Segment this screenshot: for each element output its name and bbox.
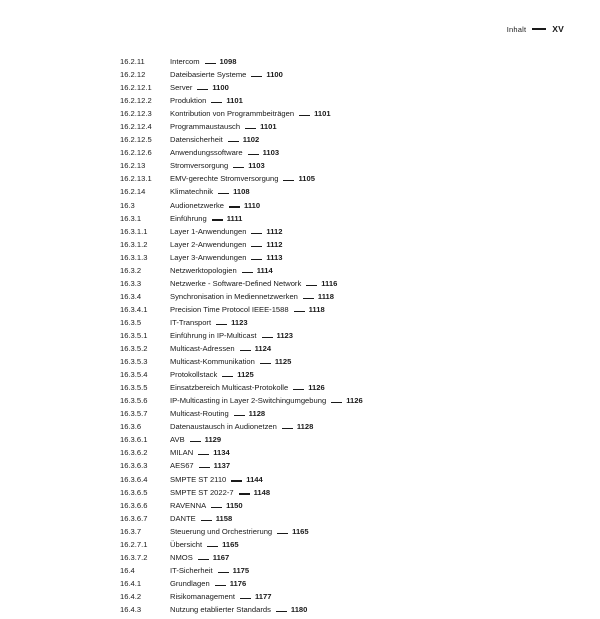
toc-entry-page-number: 1148 [253,487,271,497]
toc-entry-rule-icon [218,572,229,573]
toc-entry-rule-icon [228,141,239,142]
toc-entry-title: DANTE [170,513,196,523]
toc-entry-title: Produktion [170,96,207,106]
toc-entry-title: Multicast-Adressen [170,344,235,354]
toc-entry-number: 16.3.5.3 [120,357,148,367]
toc-entry-number: 16.3.6.7 [120,513,148,523]
toc-entry[interactable] [120,306,570,319]
toc-entry-number: 16.4.1 [120,578,142,588]
toc-entry-title: SMPTE ST 2022-7 [170,487,234,497]
toc-entry-title: Multicast-Kommunikation [170,357,255,367]
toc-entry-title: Risikomanagement [170,591,235,601]
toc-entry-page-number: 1108 [233,187,250,197]
toc-entry-title: MILAN [170,448,194,458]
toc-entry-title: IP-Multicasting in Layer 2-Switchingumgebung [170,396,327,406]
toc-entry-page-number: 1126 [346,396,363,406]
toc-entry-rule-icon [198,559,209,560]
toc-entry-title: Netzwerktopologien [170,265,237,275]
toc-entry-number: 16.4.3 [120,604,142,614]
toc-entry[interactable] [120,423,570,436]
toc-entry-title: Layer 3-Anwendungen [170,252,247,262]
toc-entry-page-number: 1111 [226,213,243,223]
toc-entry-page-number: 1129 [204,435,222,445]
toc-entry-rule-icon [222,376,233,377]
toc-entry-rule-icon [299,115,310,116]
toc-entry-page-number: 1100 [212,83,229,93]
toc-entry-page-number: 1165 [222,539,239,549]
toc-entry-page-number: 1102 [242,135,260,145]
toc-entry-number: 16.2.11 [120,57,145,66]
toc-entry-page-number: 1128 [296,422,314,432]
toc-entry-page-number: 1101 [314,109,331,119]
toc-entry-number: 16.3.2 [120,265,142,275]
toc-entry-title: IT-Transport [170,317,212,327]
toc-entry-rule-icon [283,180,294,181]
toc-entry-rule-icon [190,441,201,442]
toc-entry-page-number: 1137 [213,461,231,471]
toc-entry-rule-icon [211,102,222,103]
toc-entry-number: 16.2.13.1 [120,174,152,184]
toc-entry-page-number: 1118 [308,304,325,314]
toc-entry-number: 16.3.7.2 [120,552,148,562]
toc-entry-rule-icon [245,128,256,129]
toc-entry-title: Stromversorgung [170,161,229,171]
toc-entry[interactable] [120,254,570,267]
toc-entry-number: 16.2.7.1 [120,539,148,549]
toc-entry-rule-icon [293,389,304,390]
toc-entry-number: 16.3.6.2 [120,448,148,458]
toc-entry-page-number: 1158 [215,513,233,523]
toc-entry-rule-icon [199,467,210,468]
toc-entry-title: Einführung in IP-Multicast [170,330,257,340]
toc-entry-rule-icon [294,311,305,312]
toc-entry-rule-icon [251,246,262,247]
toc-entry-rule-icon [234,415,245,416]
toc-entry[interactable] [120,567,570,580]
toc-entry-title: Anwendungssoftware [170,148,243,158]
toc-entry-number: 16.4.2 [120,591,142,601]
running-head-page-number: XV [552,24,564,34]
toc-entry-number: 16.3 [120,200,135,210]
toc-entry[interactable] [120,593,570,606]
toc-entry-rule-icon [260,363,271,364]
toc-entry-rule-icon [218,193,229,194]
toc-entry-rule-icon [207,546,218,547]
toc-entry-title: Server [170,83,193,93]
toc-entry[interactable] [120,462,570,475]
toc-entry-number: 16.2.12 [120,70,146,80]
toc-entry-number: 16.3.3 [120,278,142,288]
toc-entry-page-number: 1103 [262,148,280,158]
toc-entry-rule-icon [306,285,317,286]
toc-entry-page-number: 1112 [266,239,283,249]
toc-entry-title: Layer 2-Anwendungen [170,239,247,249]
toc-entry-rule-icon [262,337,273,338]
toc-entry-number: 16.3.5 [120,317,142,327]
toc-entry-page-number: 1175 [232,565,250,575]
toc-entry[interactable] [120,502,570,515]
toc-entry-number: 16.3.5.4 [120,370,148,380]
toc-entry[interactable] [120,580,570,593]
toc-entry[interactable] [120,280,570,293]
toc-entry-rule-icon [282,428,293,429]
toc-entry-rule-icon [277,533,288,534]
toc-entry[interactable] [120,215,570,228]
toc-entry-number: 16.3.1 [120,213,142,223]
toc-entry-title: Übersicht [170,539,203,549]
toc-entry-number: 16.2.14 [120,187,146,197]
toc-entry-page-number: 1123 [231,317,248,327]
toc-entry[interactable] [120,528,570,541]
toc-entry-number: 16.2.12.3 [120,109,152,119]
toc-entry-page-number: 1125 [237,370,254,380]
toc-entry-title: EMV-gerechte Stromversorgung [170,174,279,184]
toc-entry-rule-icon [215,585,226,586]
toc-entry-number: 16.3.1.1 [120,226,148,236]
toc-entry-page-number: 1101 [260,122,277,132]
toc-entry-page-number: 1118 [317,291,334,301]
toc-entry-number: 16.3.6.5 [120,487,148,497]
toc-entry-rule-icon [201,520,212,521]
toc-entry-page-number: 1150 [226,500,243,510]
running-head-label: Inhalt [506,24,527,34]
toc-entry-number: 16.3.5.5 [120,383,148,393]
toc-entry-title: Precision Time Protocol IEEE-1588 [170,304,289,314]
toc-entry-number: 16.2.12.4 [120,122,152,132]
toc-entry-number: 16.2.12.5 [120,135,152,145]
toc-entry-title: Einführung [170,213,207,223]
toc-entry-title: Steuerung und Orchestrierung [170,526,273,536]
toc-entry-rule-icon [216,324,227,325]
toc-entry[interactable] [120,606,570,619]
toc-entry-number: 16.3.6.4 [120,474,148,484]
toc-entry-title: NMOS [170,552,193,562]
toc-entry[interactable] [120,293,570,306]
toc-entry-page-number: 1126 [308,383,325,393]
toc-entry-rule-icon [251,233,262,234]
toc-entry-rule-icon [242,272,253,273]
toc-entry-page-number: 1125 [274,357,292,367]
toc-entry-rule-icon [205,63,216,64]
toc-entry-page-number: 1124 [254,344,272,354]
toc-entry-title: IT-Sicherheit [170,565,213,575]
toc-entry-rule-icon [197,89,208,90]
toc-entry-title: Kontribution von Programmbeiträgen [170,109,295,119]
toc-entry-rule-icon [251,76,262,77]
toc-entry-number: 16.4 [120,565,135,575]
toc-entry-title: Intercom [170,57,200,66]
toc-entry-title: Layer 1-Anwendungen [170,226,247,236]
toc-entry-number: 16.3.6.6 [120,500,148,510]
toc-entry-page-number: 1101 [226,96,243,106]
toc-entry-page-number: 1128 [248,409,266,419]
toc-entry-rule-icon [239,493,250,494]
toc-entry-number: 16.3.1.2 [120,239,148,249]
toc-entry-page-number: 1112 [266,226,283,236]
toc-entry-page-number: 1113 [266,252,283,262]
toc-entry-rule-icon [231,480,242,481]
toc-entry-number: 16.3.5.1 [120,330,148,340]
running-head [507,24,564,34]
toc-entry-number: 16.2.13 [120,161,146,171]
toc-entry-page-number: 1100 [266,70,283,80]
toc-entry-title: Netzwerke - Software-Defined Network [170,278,302,288]
toc-entry-number: 16.3.6.1 [120,435,148,445]
toc-entry-page-number: 1105 [298,174,315,184]
toc-entry-title: Datenaustausch in Audionetzen [170,422,277,432]
toc-entry-rule-icon [240,598,251,599]
toc-entry[interactable] [120,541,570,554]
toc-entry-page-number: 1123 [276,330,294,340]
toc-entry-page-number: 1167 [212,552,230,562]
toc-entry-rule-icon [276,611,287,612]
toc-entry[interactable] [120,228,570,241]
toc-entry-number: 16.3.1.3 [120,252,148,262]
toc-entry-number: 16.3.6 [120,422,142,432]
toc-entry-rule-icon [233,167,244,168]
toc-entry-title: Audionetzwerke [170,200,225,210]
toc-entry-page-number: 1116 [321,278,338,288]
toc-entry-number: 16.3.6.3 [120,461,148,471]
toc-entry-rule-icon [212,219,223,220]
toc-entry-page-number: 1134 [213,448,230,458]
toc-entry-rule-icon [240,350,251,351]
toc-entry-number: 16.2.12.6 [120,148,152,158]
toc-entry-title: Synchronisation in Mediennetzwerken [170,291,298,301]
toc-entry-title: Einsatzbereich Multicast-Protokolle [170,383,289,393]
toc-entry-number: 16.3.4.1 [120,304,148,314]
toc-entry-number: 16.3.5.2 [120,344,148,354]
toc-entry-number: 16.3.7 [120,526,142,536]
toc-entry[interactable] [120,489,570,502]
toc-entry[interactable] [120,515,570,528]
toc-entry-title: SMPTE ST 2110 [170,474,227,484]
toc-entry-page-number: 1177 [255,591,272,601]
toc-entry-rule-icon [251,259,262,260]
toc-entry-number: 16.3.4 [120,291,142,301]
running-head-rule-icon [532,28,546,29]
toc-entry-title: Grundlagen [170,578,210,588]
toc-entry[interactable] [120,476,570,489]
toc-entry-number: 16.2.12.1 [120,83,152,93]
toc-entry[interactable] [120,241,570,254]
toc-entry-title: Protokollstack [170,370,218,380]
toc-entry-title: RAVENNA [170,500,207,510]
toc-entry-number: 16.3.5.6 [120,396,148,406]
toc-entry-page-number: 1098 [219,57,237,66]
toc-entry-page-number: 1165 [292,526,309,536]
toc-entry[interactable] [120,188,570,201]
toc-entry-title: Klimatechnik [170,187,214,197]
toc-entry[interactable] [120,202,570,215]
toc-entry-page-number: 1180 [290,604,308,614]
toc-entry-number: 16.3.5.7 [120,409,148,419]
toc-entry-title: Programmaustausch [170,122,241,132]
toc-entry-title: AES67 [170,461,194,471]
table-of-contents [120,58,570,619]
toc-entry-title: AVB [170,435,185,445]
toc-entry[interactable] [120,554,570,567]
toc-entry-page-number: 1176 [229,578,247,588]
toc-entry-rule-icon [211,507,222,508]
toc-entry-title: Datensicherheit [170,135,223,145]
toc-entry-page-number: 1103 [248,161,265,171]
toc-entry-title: Multicast-Routing [170,409,229,419]
toc-entry-rule-icon [248,154,259,155]
toc-entry-page-number: 1110 [244,200,261,210]
toc-entry-title: Nutzung etablierter Standards [170,604,271,614]
toc-entry-page-number: 1114 [256,265,273,275]
toc-entry-rule-icon [303,298,314,299]
toc-entry-rule-icon [198,454,209,455]
toc-entry-title: Dateibasierte Systeme [170,70,247,80]
toc-entry-rule-icon [229,206,240,207]
toc-entry[interactable] [120,267,570,280]
toc-entry-page-number: 1144 [246,474,263,484]
toc-entry-number: 16.2.12.2 [120,96,152,106]
toc-entry-rule-icon [331,402,342,403]
